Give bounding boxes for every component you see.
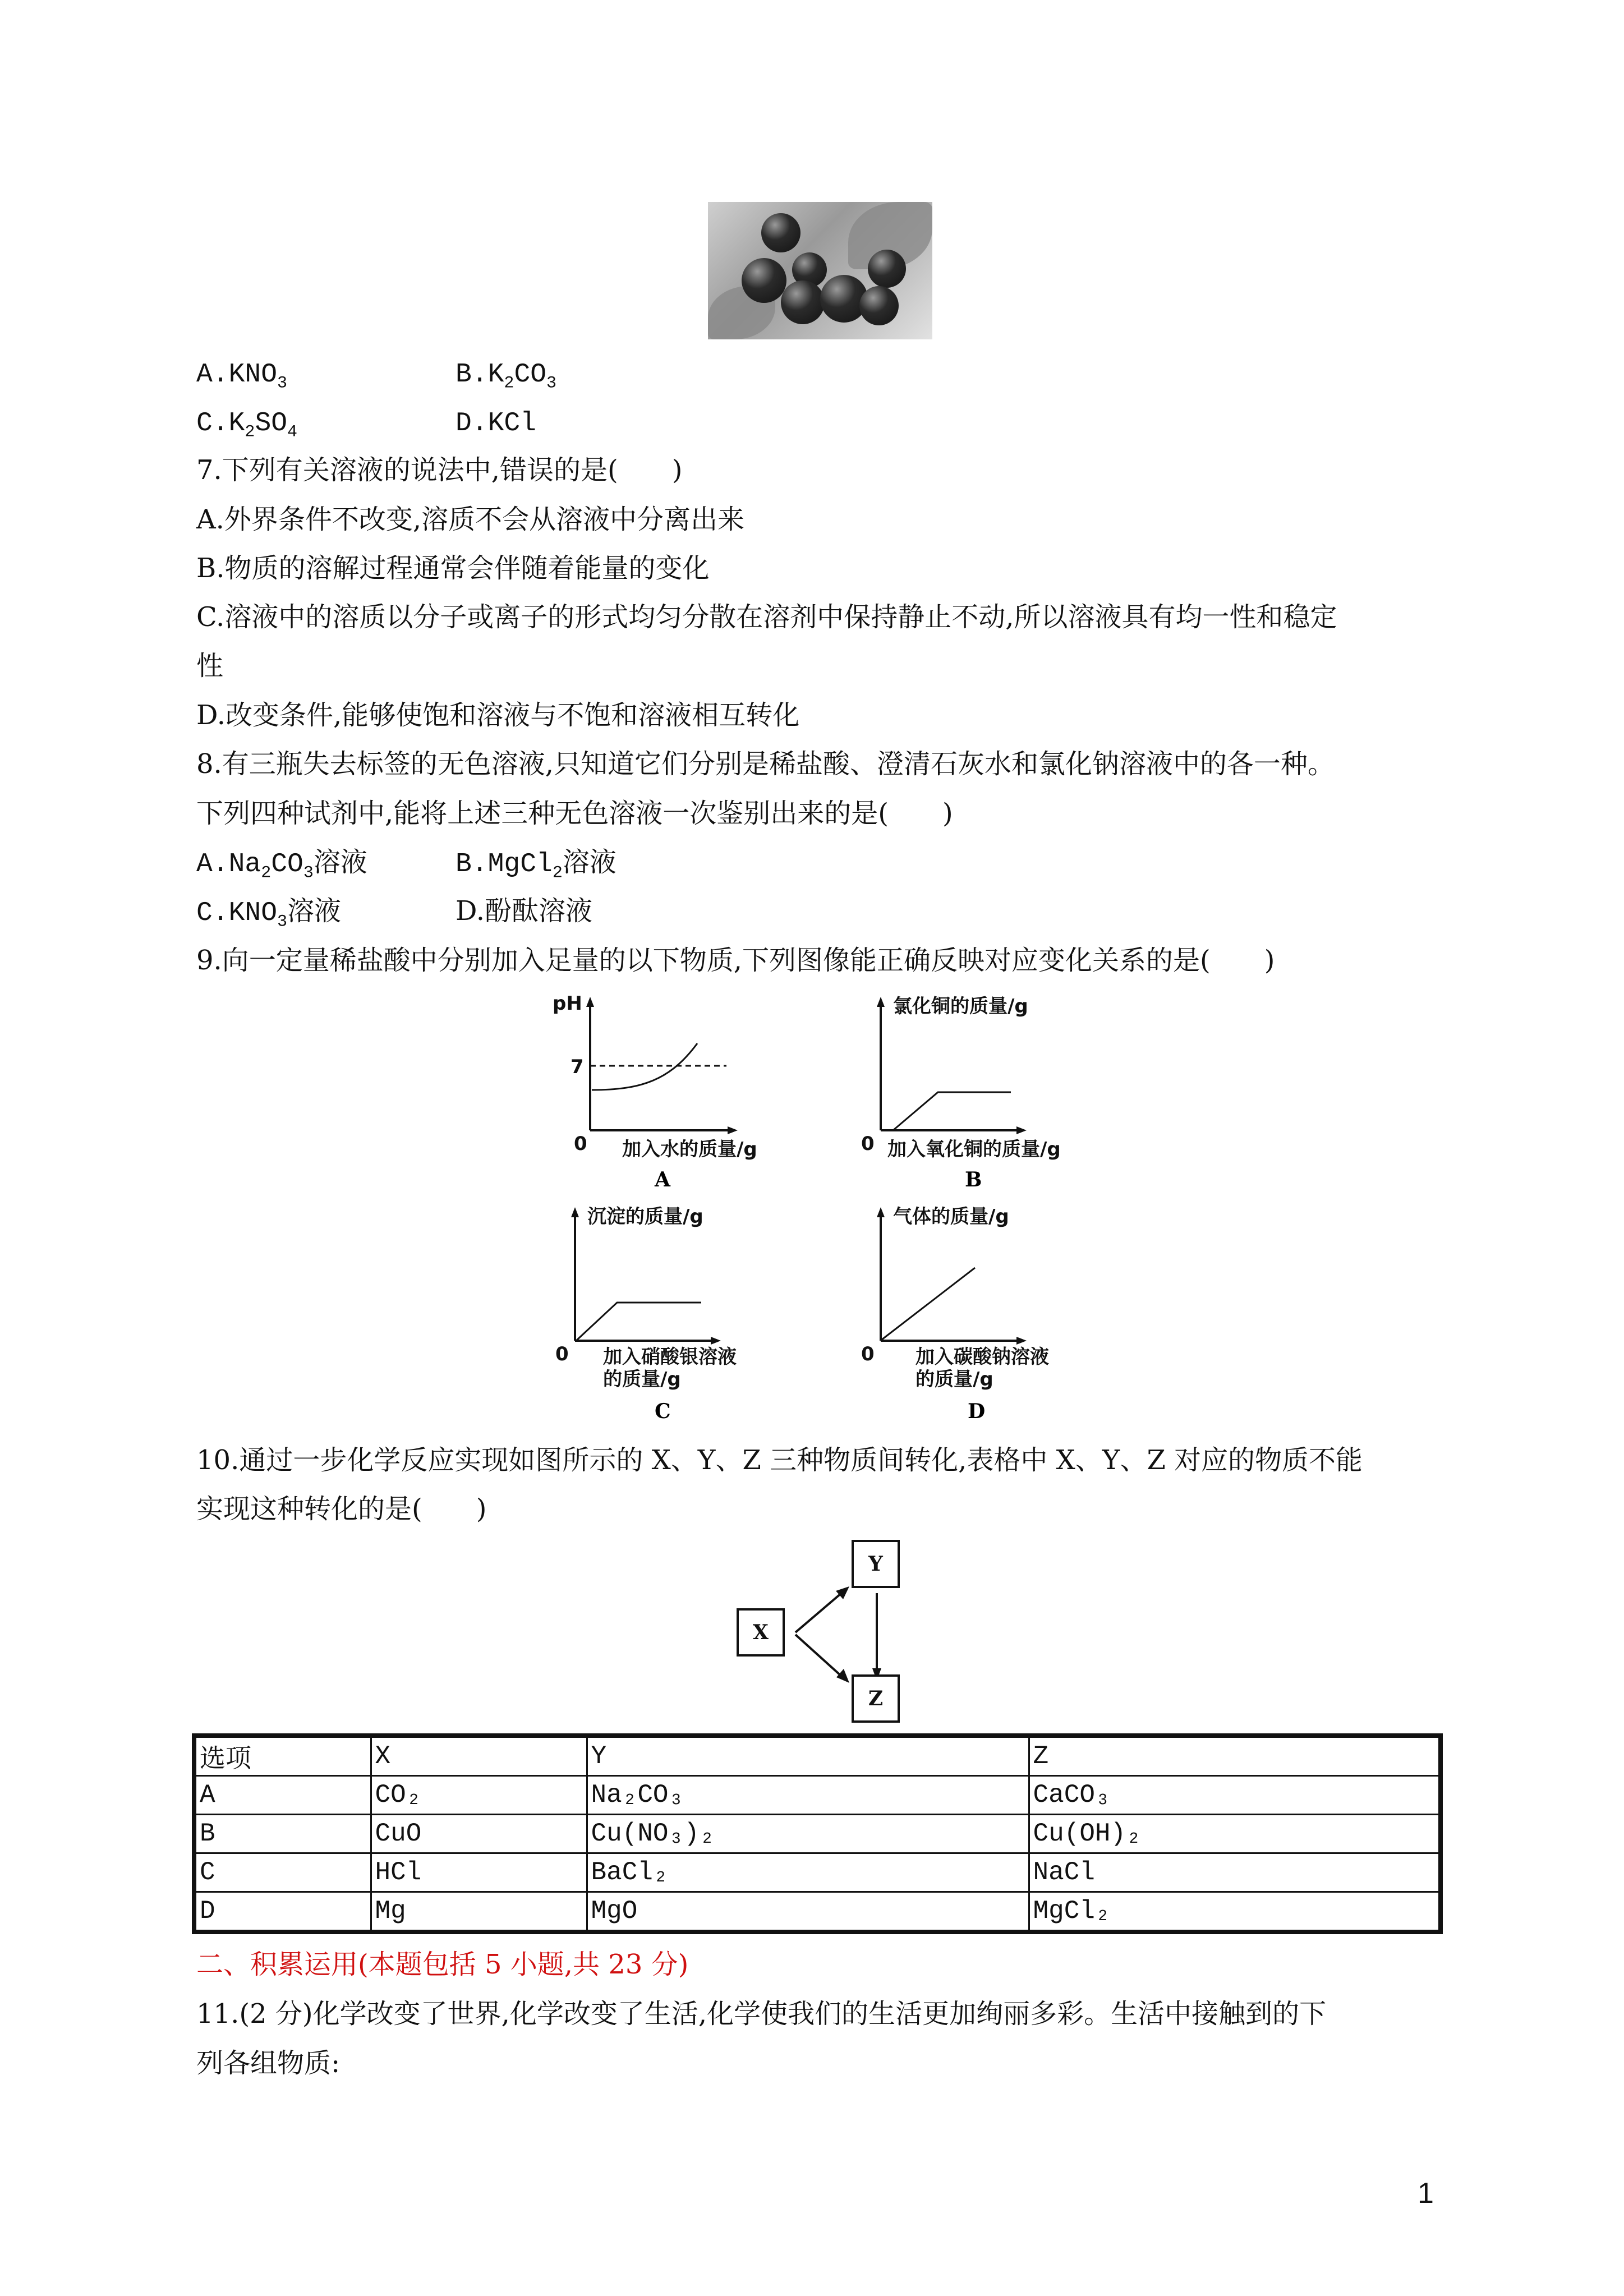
q9-stem: 9.向一定量稀盐酸中分别加入足量的以下物质,下列图像能正确反映对应变化关系的是( ) — [196, 945, 1275, 976]
y-axis-arrow — [571, 1207, 579, 1217]
cherry-shape — [868, 250, 906, 288]
cherry-shape — [742, 258, 786, 303]
cell-option: D — [194, 1892, 371, 1932]
cell-y: BaCl₂ — [587, 1853, 1029, 1892]
graph-c-caption: C — [655, 1400, 671, 1423]
page-number: 1 — [1418, 2177, 1434, 2210]
q8-stem-line1: 8.有三瓶失去标签的无色溶液,只知道它们分别是稀盐酸、澄清石灰水和氯化钠溶液中的各一种。 — [196, 748, 1335, 780]
cell-option: C — [194, 1853, 371, 1892]
cell-option: B — [194, 1815, 371, 1853]
q7-option-b: B.物质的溶解过程通常会伴随着能量的变化 — [196, 553, 710, 584]
graph-d-xlabel-line1: 加入碳酸钠溶液 — [915, 1346, 1049, 1368]
cell-x: CO₂ — [371, 1776, 587, 1815]
q7-option-d: D.改变条件,能够使饱和溶液与不饱和溶液相互转化 — [196, 700, 800, 731]
graph-d — [853, 1206, 1133, 1430]
gas-mass-line — [882, 1268, 975, 1340]
y-axis-arrow — [877, 1207, 885, 1217]
q8-option-d: D.酚酞溶液 — [456, 895, 593, 927]
node-x: X — [737, 1608, 785, 1657]
q8-option-c: $C.KNO_3$溶液 — [196, 895, 342, 932]
table-row — [194, 1776, 1441, 1815]
graph-b-caption: B — [965, 1168, 982, 1191]
x-axis-arrow — [711, 1337, 721, 1345]
cherry-shape — [859, 286, 899, 325]
y-axis-arrow — [586, 997, 594, 1007]
graph-c-xlabel-line2: 的质量/g — [603, 1368, 681, 1391]
graph-c-origin: 0 — [555, 1343, 569, 1365]
cell-x: CuO — [371, 1815, 587, 1853]
arrow-x-to-z — [795, 1635, 841, 1676]
q7-stem: 7.下列有关溶液的说法中,错误的是( ) — [196, 454, 683, 486]
graph-c-xlabel-line1: 加入硝酸银溶液 — [603, 1346, 737, 1368]
cucl2-mass-line — [893, 1092, 1011, 1130]
graph-d-caption: D — [968, 1400, 986, 1423]
table-row — [194, 1853, 1441, 1892]
graph-a-ylabel: pH — [553, 992, 582, 1015]
arrowhead-x-to-z — [836, 1669, 849, 1683]
q6-option-d: D.KCl — [456, 408, 537, 439]
table-header-row — [194, 1736, 1441, 1776]
q6-option-b: $B.K_2CO_3$ — [456, 360, 557, 393]
x-axis-arrow — [728, 1126, 738, 1134]
graph-c — [547, 1206, 805, 1430]
cell-y: Cu(NO₃)₂ — [587, 1815, 1029, 1853]
precipitate-mass-line — [576, 1303, 701, 1341]
graph-a — [547, 992, 805, 1198]
cell-x: Mg — [371, 1892, 587, 1932]
q11-line2: 列各组物质: — [196, 2047, 341, 2079]
options-table — [192, 1733, 1443, 1934]
q10-stem-line2: 实现这种转化的是( ) — [196, 1493, 487, 1525]
header-z: Z — [1029, 1736, 1441, 1776]
cell-y: Na₂CO₃ — [587, 1776, 1029, 1815]
graph-b-xlabel: 加入氧化铜的质量/g — [887, 1138, 1061, 1161]
cell-z: NaCl — [1029, 1853, 1441, 1892]
cherry-shape — [761, 213, 801, 252]
q10-stem-line1: 10.通过一步化学反应实现如图所示的 X、Y、Z 三种物质间转化,表格中 X、Y、Z 对应的物质不能 — [196, 1444, 1363, 1476]
node-y: Y — [852, 1540, 900, 1588]
graph-b-ylabel: 氯化铜的质量/g — [893, 995, 1028, 1018]
q6-option-c: $C.K_2SO_4$ — [196, 408, 298, 442]
node-z: Z — [852, 1674, 900, 1723]
graph-a-caption: A — [655, 1168, 670, 1191]
graph-b — [853, 996, 1133, 1198]
table-row — [194, 1892, 1441, 1932]
q7-option-a: A.外界条件不改变,溶质不会从溶液中分离出来 — [196, 504, 745, 535]
cherry-shape — [781, 280, 825, 324]
graph-d-xlabel-line2: 的质量/g — [915, 1368, 993, 1391]
q8-stem-line2: 下列四种试剂中,能将上述三种无色溶液一次鉴别出来的是( ) — [196, 798, 953, 829]
cherry-photo — [708, 202, 932, 339]
header-x: X — [371, 1736, 587, 1776]
cell-z: Cu(OH)₂ — [1029, 1815, 1441, 1853]
cell-y: MgO — [587, 1892, 1029, 1932]
q11-line1: 11.(2 分)化学改变了世界,化学改变了生活,化学使我们的生活更加绚丽多彩。生活中接触到的下 — [196, 1998, 1327, 2030]
y-axis-arrow — [877, 997, 885, 1007]
header-option: 选项 — [194, 1736, 371, 1776]
cell-z: MgCl₂ — [1029, 1892, 1441, 1932]
cell-z: CaCO₃ — [1029, 1776, 1441, 1815]
q7-option-c-line1: C.溶液中的溶质以分子或离子的形式均匀分散在溶剂中保持静止不动,所以溶液具有均一性和稳定 — [196, 601, 1337, 633]
graph-d-ylabel: 气体的质量/g — [893, 1205, 1009, 1228]
graph-a-origin: 0 — [574, 1133, 587, 1155]
q6-option-a: $A.KNO_3$ — [196, 360, 288, 393]
q8-option-a: $A.Na_2CO_3$溶液 — [196, 846, 367, 883]
header-y: Y — [587, 1736, 1029, 1776]
graph-c-ylabel: 沉淀的质量/g — [587, 1205, 703, 1228]
x-axis-arrow — [1016, 1126, 1027, 1134]
q8-option-b: B.MgCl$_2$溶液 — [456, 846, 617, 883]
q7-option-c-line2: 性 — [196, 650, 224, 682]
section-2-heading: 二、积累运用(本题包括 5 小题,共 23 分) — [196, 1949, 689, 1980]
arrow-x-to-y — [795, 1593, 841, 1632]
graph-a-tick-7: 7 — [571, 1056, 584, 1078]
graph-d-origin: 0 — [861, 1343, 875, 1365]
cell-x: HCl — [371, 1853, 587, 1892]
x-axis-arrow — [1016, 1337, 1027, 1345]
graph-b-origin: 0 — [861, 1133, 875, 1155]
cell-option: A — [194, 1776, 371, 1815]
graph-a-xlabel: 加入水的质量/g — [622, 1138, 757, 1161]
table-row — [194, 1815, 1441, 1853]
